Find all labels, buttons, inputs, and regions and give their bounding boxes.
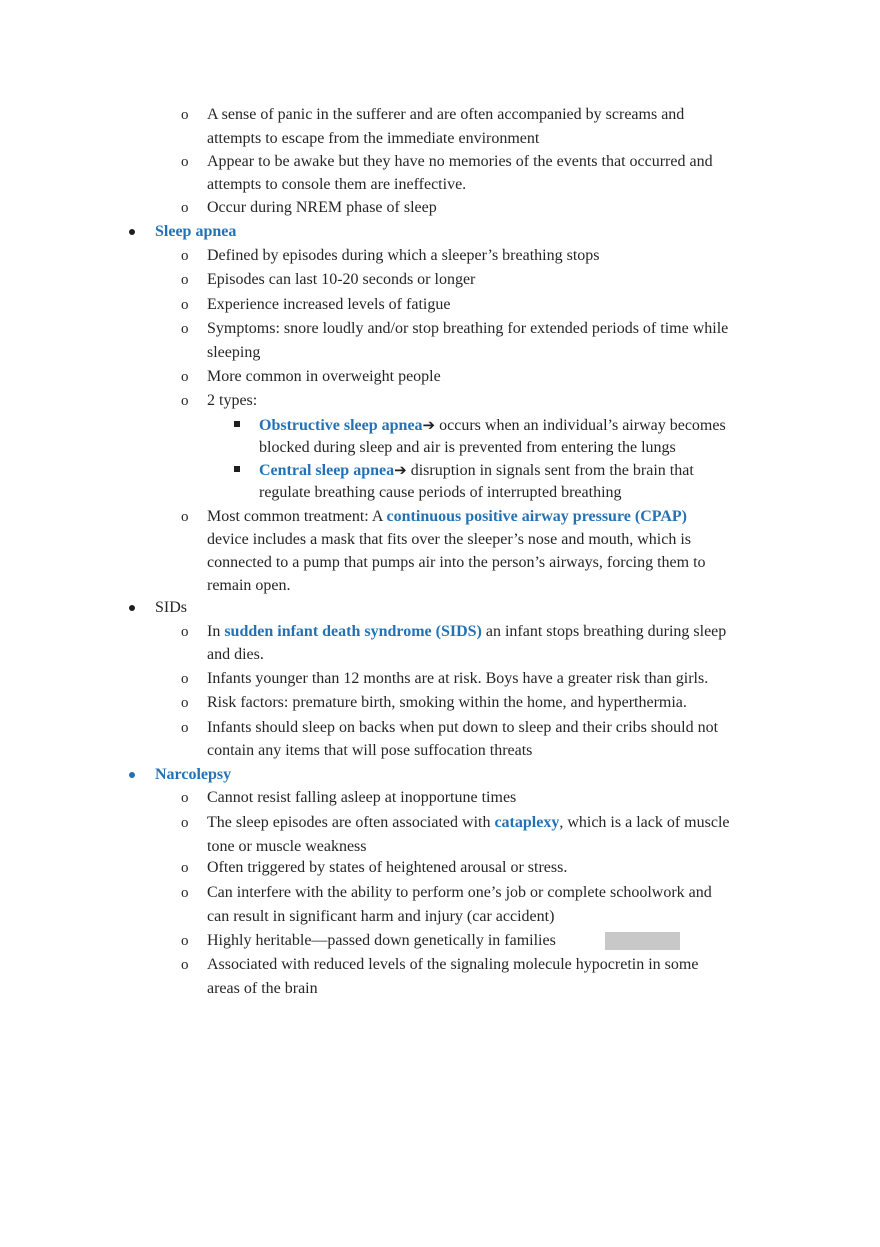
night-terrors-item-3: Occur during NREM phase of sleep — [207, 199, 437, 216]
bullet-icon — [129, 229, 135, 235]
sids-item-1-pre: In — [207, 623, 225, 640]
sub-bullet-marker: o — [181, 107, 189, 123]
central-apnea-line-2: regulate breathing cause periods of interrupted breathing — [259, 484, 622, 501]
sids-item-4-line-2: contain any items that will pose suffocation threats — [207, 742, 533, 759]
narcolepsy-item-2-post: , which is a lack of muscle — [559, 814, 730, 831]
central-apnea-line-1 — [259, 460, 694, 481]
sids-item-1-post: an infant stops breathing during sleep — [481, 623, 727, 640]
redaction-box — [605, 932, 680, 950]
sub-bullet-marker: o — [181, 393, 189, 409]
sleep-apnea-item-4-line-1: Symptoms: snore loudly and/or stop breathing for extended periods of time while — [207, 320, 729, 337]
narcolepsy-item-6-line-2: areas of the brain — [207, 980, 318, 997]
sub-bullet-marker: o — [181, 815, 189, 831]
sub-bullet-marker: o — [181, 624, 189, 640]
narcolepsy-item-5: Highly heritable—passed down genetically in families — [207, 932, 556, 949]
cpap-term: continuous positive airway pressure (CPAP) — [386, 508, 687, 525]
bullet-icon — [129, 605, 135, 611]
right-arrow-icon: ➔ — [422, 416, 436, 434]
sub-bullet-marker: o — [181, 321, 189, 337]
bullet-icon — [129, 772, 135, 778]
sids-item-3: Risk factors: premature birth, smoking within the home, and hyperthermia. — [207, 694, 687, 711]
right-arrow-icon: ➔ — [394, 461, 407, 479]
sub-bullet-marker: o — [181, 695, 189, 711]
sub-bullet-marker: o — [181, 671, 189, 687]
sub-bullet-marker: o — [181, 933, 189, 949]
sids-item-2: Infants younger than 12 months are at risk. Boys have a greater risk than girls. — [207, 670, 709, 687]
sleep-apnea-heading: Sleep apnea — [155, 223, 237, 240]
sids-item-4-line-1: Infants should sleep on backs when put down to sleep and their cribs should not — [207, 719, 719, 736]
central-apnea-desc: disruption in signals sent from the brain that — [406, 462, 694, 479]
sub-bullet-marker: o — [181, 200, 189, 216]
sids-heading: SIDs — [155, 599, 188, 616]
sleep-apnea-item-6: 2 types: — [207, 392, 258, 409]
sub-bullet-marker: o — [181, 957, 189, 973]
narcolepsy-item-4-line-2: can result in significant harm and injury (car accident) — [207, 908, 555, 925]
sleep-apnea-item-7-line-4: remain open. — [207, 577, 291, 594]
narcolepsy-item-6-line-1: Associated with reduced levels of the signaling molecule hypocretin in some — [207, 956, 699, 973]
sub-bullet-marker: o — [181, 297, 189, 313]
sub-bullet-marker: o — [181, 790, 189, 806]
night-terrors-item-2-line-2: attempts to console them are ineffective. — [207, 176, 467, 193]
sub-bullet-marker: o — [181, 860, 189, 876]
sleep-apnea-item-5: More common in overweight people — [207, 368, 441, 385]
narcolepsy-item-2-line-1 — [207, 813, 730, 833]
night-terrors-item-2-line-1: Appear to be awake but they have no memories of the events that occurred and — [207, 153, 713, 170]
sids-item-1-line-1 — [207, 622, 726, 642]
obstructive-apnea-term: Obstructive sleep apnea — [259, 417, 423, 434]
square-bullet-icon — [234, 421, 240, 427]
narcolepsy-heading: Narcolepsy — [155, 766, 232, 783]
narcolepsy-item-4-line-1: Can interfere with the ability to perform one’s job or complete schoolwork and — [207, 884, 712, 901]
central-apnea-term: Central sleep apnea — [259, 462, 395, 479]
sleep-apnea-item-3: Experience increased levels of fatigue — [207, 296, 451, 313]
sub-bullet-marker: o — [181, 248, 189, 264]
sleep-apnea-item-7-line-3: connected to a pump that pumps air into the person’s airways, forcing them to — [207, 554, 706, 571]
sub-bullet-marker: o — [181, 154, 189, 170]
sub-bullet-marker: o — [181, 272, 189, 288]
sleep-apnea-item-1: Defined by episodes during which a sleeper’s breathing stops — [207, 247, 600, 264]
obstructive-apnea-line-1 — [259, 415, 726, 436]
sub-bullet-marker: o — [181, 885, 189, 901]
sids-term: sudden infant death syndrome (SIDS) — [224, 623, 482, 640]
square-bullet-icon — [234, 466, 240, 472]
sleep-apnea-item-7-line-1 — [207, 507, 687, 527]
sids-item-1-line-2: and dies. — [207, 646, 264, 663]
narcolepsy-item-2-line-2: tone or muscle weakness — [207, 838, 367, 855]
narcolepsy-item-3: Often triggered by states of heightened arousal or stress. — [207, 859, 568, 876]
treatment-intro: Most common treatment: A — [207, 508, 387, 525]
sleep-apnea-item-2: Episodes can last 10-20 seconds or longer — [207, 271, 476, 288]
obstructive-apnea-line-2: blocked during sleep and air is prevented from entering the lungs — [259, 439, 676, 456]
sub-bullet-marker: o — [181, 369, 189, 385]
obstructive-apnea-desc: occurs when an individual’s airway becomes — [435, 417, 726, 434]
night-terrors-item-1-line-2: attempts to escape from the immediate environment — [207, 130, 540, 147]
night-terrors-item-1-line-1: A sense of panic in the sufferer and are often accompanied by screams and — [207, 106, 685, 123]
sleep-apnea-item-4-line-2: sleeping — [207, 344, 261, 361]
cataplexy-term: cataplexy — [494, 814, 560, 831]
sub-bullet-marker: o — [181, 720, 189, 736]
narcolepsy-item-1: Cannot resist falling asleep at inopportune times — [207, 789, 517, 806]
sub-bullet-marker: o — [181, 509, 189, 525]
sleep-apnea-item-7-line-2: device includes a mask that fits over the sleeper’s nose and mouth, which is — [207, 531, 692, 548]
narcolepsy-item-2-pre: The sleep episodes are often associated with — [207, 814, 495, 831]
